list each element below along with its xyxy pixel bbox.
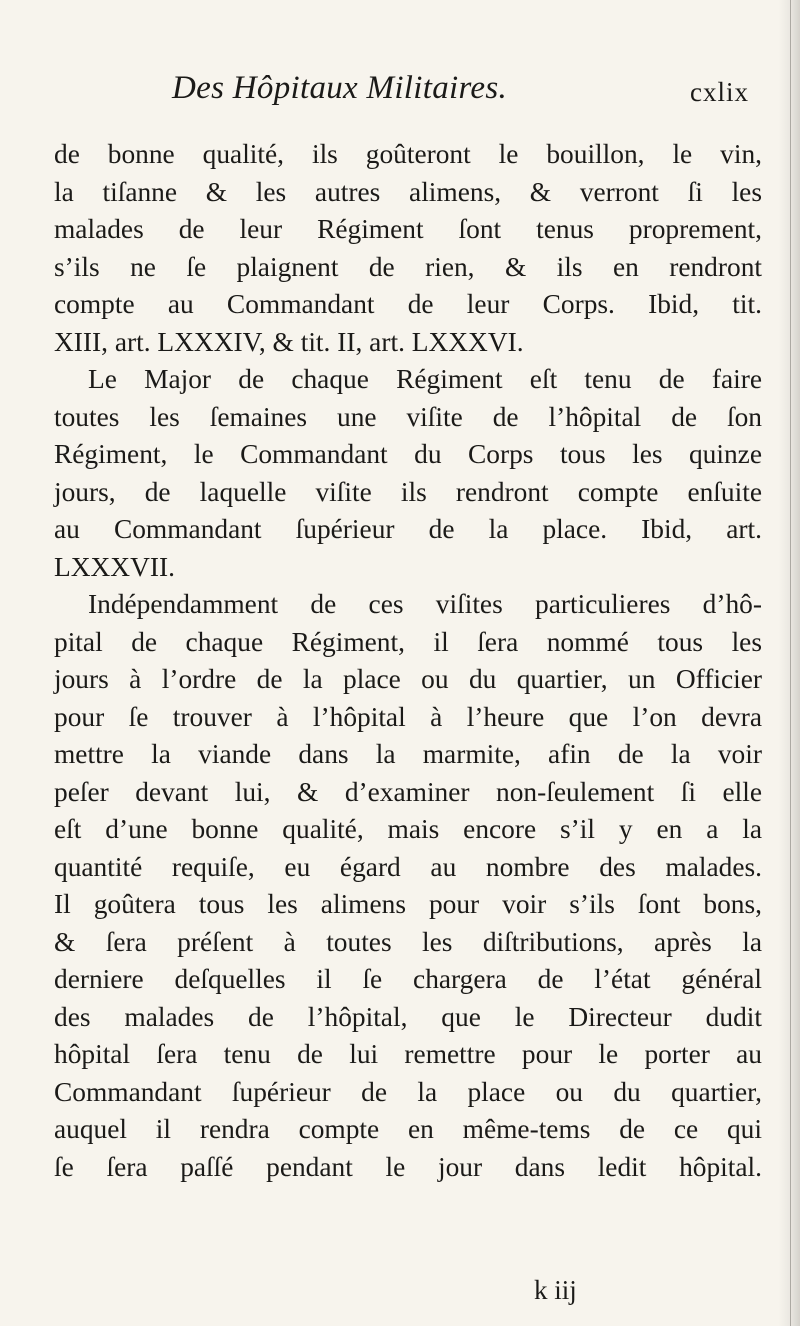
text-line: Régiment, le Commandant du Corps tous les quinze [54, 439, 762, 469]
text-line: compte au Commandant de leur Corps. Ibid, tit. [54, 289, 762, 319]
text-line: pour ſe trouver à l’hôpital à l’heure que l’on devra [54, 701, 762, 732]
text-line: peſer devant lui, & d’examiner non-ſeulement ſi elle [54, 776, 762, 807]
text-line: toutes les ſemaines une viſite de l’hôpital de ſon [54, 401, 762, 432]
text-line: ſe ſera paſſé pendant le jour dans ledit hôpital. [54, 1151, 762, 1182]
text-line: des malades de l’hôpital, que le Directeur dudit [54, 1001, 762, 1032]
running-head-title: Des Hôpitaux Militaires. [172, 70, 508, 106]
page-edge-shadow [778, 0, 800, 1326]
text-line: LXXXVII. [54, 551, 175, 582]
text-line: eſt d’une bonne qualité, mais encore s’il y en a la [54, 814, 762, 844]
page-number: cxlix [690, 77, 749, 107]
paragraph-start-line: Le Major de chaque Régiment eſt tenu de faire [88, 364, 762, 394]
text-line: de bonne qualité, ils goûteront le bouillon, le vin, [54, 139, 762, 169]
text-line: malades de leur Régiment ſont tenus proprement, [54, 214, 762, 244]
text-line: jours, de laquelle viſite ils rendront compte enſuite [54, 476, 762, 507]
text-line: pital de chaque Régiment, il ſera nommé tous les [54, 626, 762, 657]
running-head [0, 64, 800, 114]
text-line: hôpital ſera tenu de lui remettre pour le porter au [54, 1039, 762, 1069]
text-line: jours à l’ordre de la place ou du quartier, un Officier [54, 664, 762, 694]
text-line: Il goûtera tous les alimens pour voir s’ils ſont bons, [54, 889, 762, 919]
paragraph-start-line: Indépendamment de ces viſites particulieres d’hô- [88, 589, 762, 619]
text-line: & ſera préſent à toutes les diſtributions, après la [54, 926, 762, 957]
text-line: quantité requiſe, eu égard au nombre des malades. [54, 851, 762, 882]
text-line: mettre la viande dans la marmite, afin de la voir [54, 739, 762, 769]
page-edge-line [790, 0, 791, 1326]
text-line: au Commandant ſupérieur de la place. Ibid, art. [54, 514, 762, 544]
body-text [54, 136, 762, 1186]
text-line: Commandant ſupérieur de la place ou du quartier, [54, 1076, 762, 1107]
text-line: la tiſanne & les autres alimens, & verront ſi les [54, 176, 762, 207]
text-line: s’ils ne ſe plaignent de rien, & ils en rendront [54, 251, 762, 282]
text-line: XIII, art. LXXXIV, & tit. II, art. LXXXVI. [54, 326, 524, 357]
text-line: derniere deſquelles il ſe chargera de l’état général [54, 964, 762, 994]
signature-mark: k iij [534, 1275, 577, 1305]
text-line: auquel il rendra compte en même-tems de ce qui [54, 1114, 762, 1144]
